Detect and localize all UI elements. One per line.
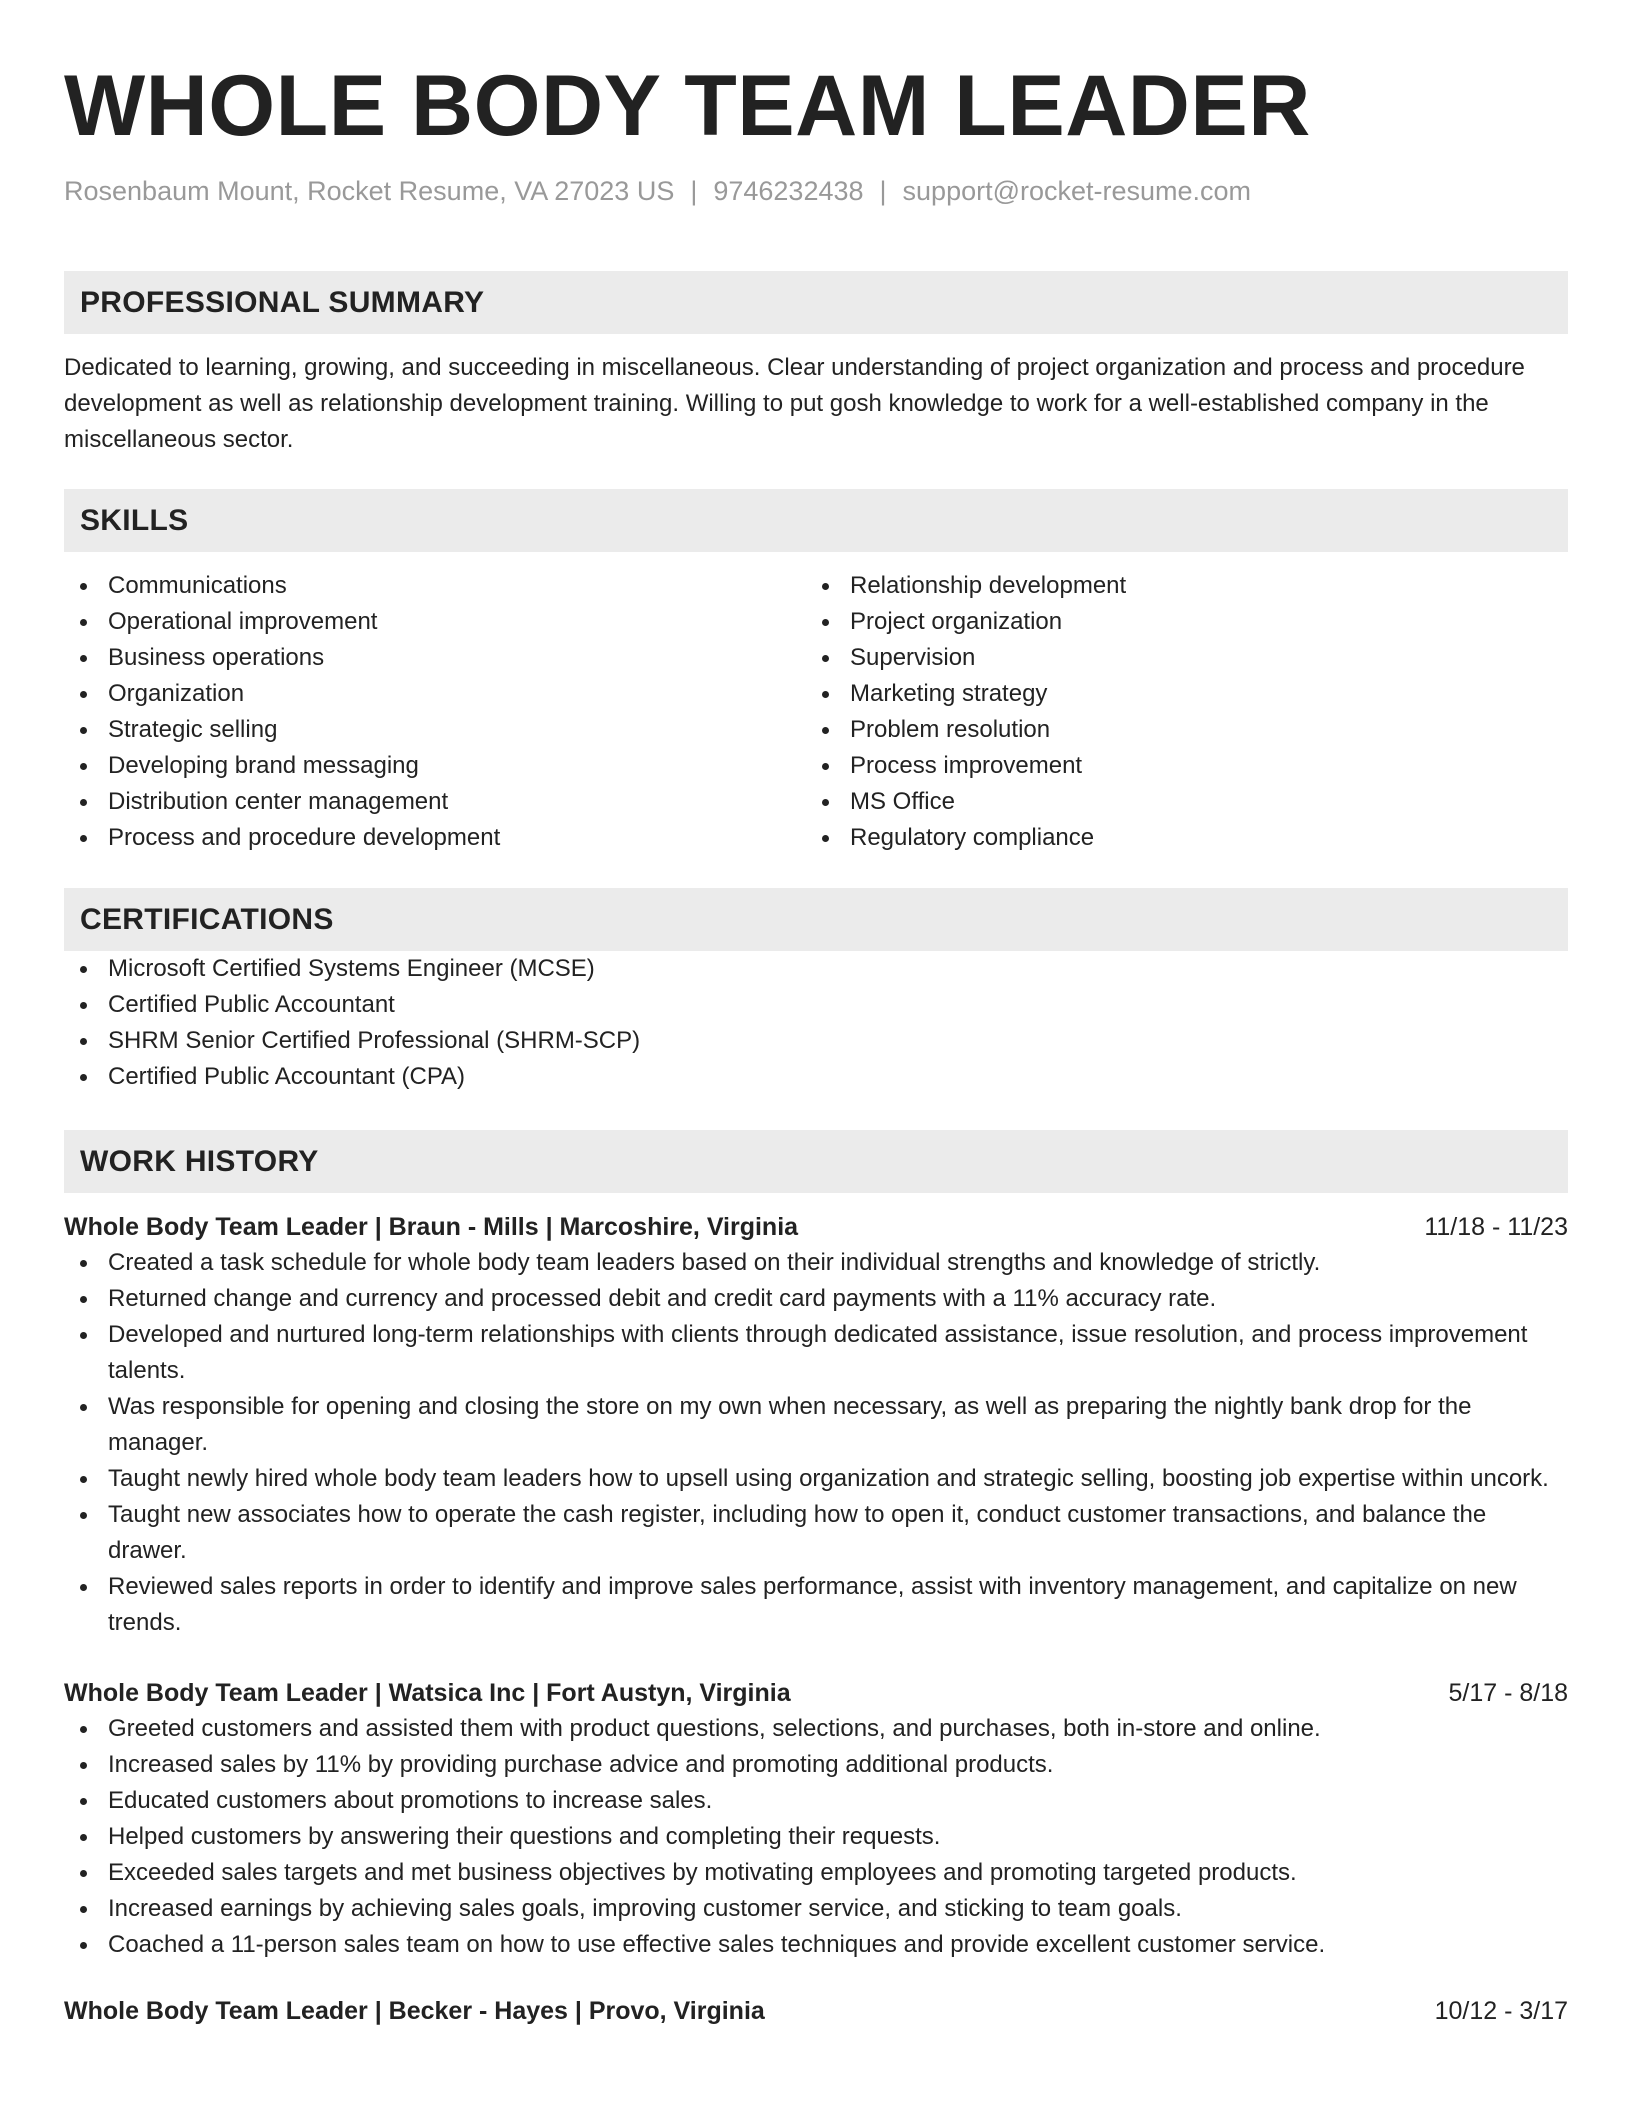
job-bullets [64, 1245, 1568, 1641]
skill-item: Marketing strategy [806, 676, 1548, 712]
skill-item: Operational improvement [64, 604, 806, 640]
resume-title: WHOLE BODY TEAM LEADER [64, 58, 1311, 154]
job-bullet: Was responsible for opening and closing the store on my own when necessary, as well as preparing the nightly bank drop for the manager. [64, 1389, 1568, 1461]
skill-item: Problem resolution [806, 712, 1548, 748]
job-header [64, 1675, 1568, 1711]
job-bullet: Increased sales by 11% by providing purchase advice and promoting additional products. [64, 1747, 1568, 1783]
skills-right-column [806, 568, 1548, 856]
job-entry [64, 1675, 1568, 1963]
skill-item: Distribution center management [64, 784, 806, 820]
job-title: Whole Body Team Leader | Watsica Inc | Fort Austyn, Virginia [64, 1679, 791, 1707]
skill-item: MS Office [806, 784, 1548, 820]
job-bullet: Increased earnings by achieving sales goals, improving customer service, and sticking to team goals. [64, 1891, 1568, 1927]
job-bullet: Exceeded sales targets and met business objectives by motivating employees and promoting targeted products. [64, 1855, 1568, 1891]
skill-item: Supervision [806, 640, 1548, 676]
job-dates: 11/18 - 11/23 [1424, 1213, 1568, 1241]
job-header [64, 1209, 1568, 1245]
contact-address: Rosenbaum Mount, Rocket Resume, VA 27023 US [64, 176, 675, 206]
job-bullet: Taught new associates how to operate the cash register, including how to open it, conduct customer transactions, and balance the drawer. [64, 1497, 1568, 1569]
job-title: Whole Body Team Leader | Braun - Mills | Marcoshire, Virginia [64, 1213, 799, 1241]
job-bullet: Greeted customers and assisted them with product questions, selections, and purchases, both in-store and online. [64, 1711, 1568, 1747]
skills-list-right [806, 568, 1548, 856]
job-bullet: Coached a 11-person sales team on how to use effective sales techniques and provide excellent customer service. [64, 1927, 1568, 1963]
contact-separator: | [690, 176, 698, 206]
skills-list-left [64, 568, 806, 856]
job-bullet: Reviewed sales reports in order to identify and improve sales performance, assist with inventory management, and capitalize on new trends. [64, 1569, 1568, 1641]
skill-item: Organization [64, 676, 806, 712]
certification-item: SHRM Senior Certified Professional (SHRM-SCP) [64, 1023, 1568, 1059]
contact-separator: | [879, 176, 887, 206]
certification-item: Certified Public Accountant [64, 987, 1568, 1023]
certifications-list [64, 951, 1568, 1095]
summary-heading: PROFESSIONAL SUMMARY [64, 271, 1568, 334]
job-entry [64, 1993, 1568, 2029]
job-bullet: Returned change and currency and processed debit and credit card payments with a 11% accuracy rate. [64, 1281, 1568, 1317]
skill-item: Regulatory compliance [806, 820, 1548, 856]
certification-item: Microsoft Certified Systems Engineer (MCSE) [64, 951, 1568, 987]
job-entry [64, 1209, 1568, 1641]
job-bullet: Helped customers by answering their questions and completing their requests. [64, 1819, 1568, 1855]
skill-item: Process improvement [806, 748, 1548, 784]
skills-heading: SKILLS [64, 489, 1568, 552]
contact-email: support@rocket-resume.com [902, 176, 1252, 206]
job-header [64, 1993, 1568, 2029]
skills-columns [64, 568, 1568, 856]
skill-item: Strategic selling [64, 712, 806, 748]
skill-item: Process and procedure development [64, 820, 806, 856]
certifications-heading: CERTIFICATIONS [64, 888, 1568, 951]
certification-item: Certified Public Accountant (CPA) [64, 1059, 1568, 1095]
job-bullet: Taught newly hired whole body team leaders how to upsell using organization and strategic selling, boosting job expertise within uncork. [64, 1461, 1568, 1497]
job-bullets [64, 1711, 1568, 1963]
skill-item: Relationship development [806, 568, 1548, 604]
resume-page [64, 0, 1568, 2029]
job-title: Whole Body Team Leader | Becker - Hayes | Provo, Virginia [64, 1997, 765, 2025]
contact-phone: 9746232438 [713, 176, 864, 206]
job-dates: 5/17 - 8/18 [1448, 1679, 1568, 1707]
job-bullet: Created a task schedule for whole body team leaders based on their individual strengths and knowledge of strictly. [64, 1245, 1568, 1281]
contact-line [64, 174, 1568, 208]
work-history-heading: WORK HISTORY [64, 1130, 1568, 1193]
skill-item: Project organization [806, 604, 1548, 640]
job-bullet: Developed and nurtured long-term relationships with clients through dedicated assistance, issue resolution, and process improvement talents. [64, 1317, 1568, 1389]
skill-item: Communications [64, 568, 806, 604]
job-dates: 10/12 - 3/17 [1434, 1997, 1568, 2025]
skills-left-column [64, 568, 806, 856]
job-bullet: Educated customers about promotions to increase sales. [64, 1783, 1568, 1819]
skill-item: Business operations [64, 640, 806, 676]
summary-text: Dedicated to learning, growing, and succeeding in miscellaneous. Clear understanding of project organization and process and procedure development as well as relationship development training. Willing to put gosh knowledge to work for a well-established company in the miscellaneous sector. [64, 354, 1525, 453]
skill-item: Developing brand messaging [64, 748, 806, 784]
